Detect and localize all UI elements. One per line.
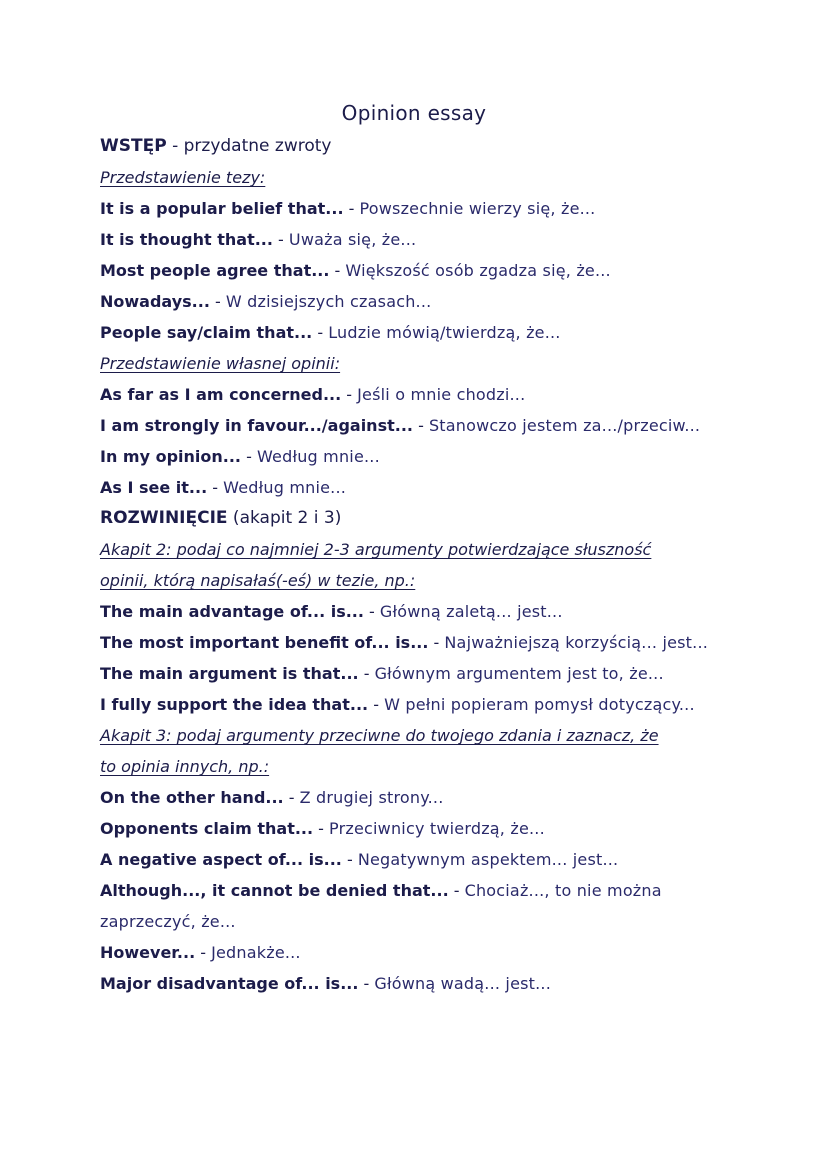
phrase-english: Opponents claim that...	[100, 819, 314, 838]
phrase-separator: -	[195, 943, 212, 962]
phrase-separator: -	[358, 664, 375, 683]
section-heading-intro	[100, 131, 740, 162]
phrase-list-para2	[100, 596, 740, 720]
phrase-polish: Chociaż..., to nie można	[464, 881, 662, 900]
phrase-separator: -	[343, 199, 360, 218]
phrase-polish: Jednakże...	[211, 943, 301, 962]
phrase-english: Most people agree that...	[100, 261, 330, 280]
phrase-polish: Stanowczo jestem za.../przeciw...	[428, 416, 701, 435]
phrase-polish: W dzisiejszych czasach...	[225, 292, 432, 311]
phrase-separator: -	[313, 819, 330, 838]
document-body	[100, 131, 740, 999]
phrase-separator: -	[241, 447, 257, 466]
phrase-separator: -	[341, 850, 358, 869]
phrase-row	[100, 844, 740, 875]
phrase-english: As far as I am concerned...	[100, 385, 342, 404]
phrase-row	[100, 596, 740, 627]
heading-rest: - przydatne zwroty	[166, 136, 332, 156]
heading-bold: ROZWINIĘCIE	[100, 508, 228, 528]
phrase-row	[100, 317, 740, 348]
phrase-polish: Negatywnym aspektem... jest...	[357, 850, 619, 869]
subheading-para2-line2: opinii, którą napisałaś(-eś) w tezie, np.:	[100, 571, 416, 590]
phrase-row	[100, 379, 740, 410]
phrase-english: In my opinion...	[100, 447, 242, 466]
phrase-separator: -	[428, 633, 445, 652]
phrase-row	[100, 658, 740, 689]
phrase-english: The most important benefit of... is...	[100, 633, 429, 652]
phrase-english: Major disadvantage of... is...	[100, 974, 359, 993]
phrase-list-thesis	[100, 193, 740, 348]
subheading-para2-line1: Akapit 2: podaj co najmniej 2-3 argumenty potwierdzające słuszność	[100, 540, 652, 559]
phrase-row	[100, 441, 740, 472]
heading-bold: WSTĘP	[100, 136, 167, 156]
phrase-polish: Z drugiej strony...	[299, 788, 444, 807]
phrase-separator: -	[363, 602, 380, 621]
phrase-polish: Większość osób zgadza się, że...	[345, 261, 611, 280]
phrase-english: People say/claim that...	[100, 323, 313, 342]
phrase-polish: W pełni popieram pomysł dotyczący...	[384, 695, 695, 714]
phrase-english: A negative aspect of... is...	[100, 850, 342, 869]
phrase-english: As I see it...	[100, 478, 208, 497]
phrase-row	[100, 782, 740, 813]
phrase-separator: -	[329, 261, 346, 280]
phrase-separator: -	[283, 788, 300, 807]
phrase-list-opinion	[100, 379, 740, 503]
phrase-english: However...	[100, 943, 196, 962]
phrase-separator: -	[412, 416, 429, 435]
phrase-polish: Przeciwnicy twierdzą, że...	[329, 819, 545, 838]
page-title: Opinion essay	[341, 101, 487, 125]
phrase-separator: -	[209, 292, 226, 311]
phrase-row	[100, 968, 740, 999]
subheading-para3-line2: to opinia innych, np.:	[100, 757, 270, 776]
phrase-separator: -	[272, 230, 289, 249]
phrase-list-para3-after	[100, 937, 740, 999]
phrase-separator: -	[312, 323, 329, 342]
subheading-opinion: Przedstawienie własnej opinii:	[100, 354, 341, 373]
phrase-polish: Powszechnie wierzy się, że...	[359, 199, 596, 218]
phrase-separator: -	[368, 695, 385, 714]
phrase-separator: -	[358, 974, 375, 993]
phrase-row	[100, 286, 740, 317]
phrase-polish: Według mnie...	[223, 478, 347, 497]
phrase-english: On the other hand...	[100, 788, 284, 807]
phrase-english: The main advantage of... is...	[100, 602, 364, 621]
phrase-row	[100, 875, 740, 906]
phrase-polish: Jeśli o mnie chodzi...	[357, 385, 526, 404]
phrase-polish: Głównym argumentem jest to, że...	[374, 664, 664, 683]
phrase-polish: Najważniejszą korzyścią... jest...	[444, 633, 709, 652]
phrase-separator: -	[448, 881, 465, 900]
phrase-english: Nowadays...	[100, 292, 210, 311]
phrase-row	[100, 255, 740, 286]
section-heading-body	[100, 503, 740, 534]
phrase-row	[100, 410, 740, 441]
phrase-separator: -	[207, 478, 224, 497]
phrase-polish: Uważa się, że...	[288, 230, 417, 249]
phrase-row	[100, 689, 740, 720]
phrase-row	[100, 813, 740, 844]
phrase-list-para3	[100, 782, 740, 906]
phrase-row	[100, 193, 740, 224]
phrase-row	[100, 224, 740, 255]
phrase-polish: Główną zaletą... jest...	[379, 602, 563, 621]
subheading-para3-line1: Akapit 3: podaj argumenty przeciwne do twojego zdania i zaznacz, że	[100, 726, 659, 745]
phrase-separator: -	[341, 385, 358, 404]
phrase-row	[100, 937, 740, 968]
phrase-english: I am strongly in favour.../against...	[100, 416, 413, 435]
phrase-polish: Główną wadą... jest...	[374, 974, 551, 993]
phrase-english: It is thought that...	[100, 230, 273, 249]
subheading-thesis: Przedstawienie tezy:	[100, 168, 266, 187]
phrase-english: I fully support the idea that...	[100, 695, 369, 714]
phrase-row	[100, 472, 740, 503]
phrase-english: It is a popular belief that...	[100, 199, 344, 218]
phrase-english: Although..., it cannot be denied that...	[100, 881, 449, 900]
phrase-row	[100, 627, 740, 658]
phrase-polish: Według mnie...	[256, 447, 380, 466]
phrase-polish: Ludzie mówią/twierdzą, że...	[328, 323, 561, 342]
heading-rest: (akapit 2 i 3)	[227, 508, 342, 528]
phrase-continuation: zaprzeczyć, że...	[100, 912, 236, 931]
phrase-english: The main argument is that...	[100, 664, 359, 683]
